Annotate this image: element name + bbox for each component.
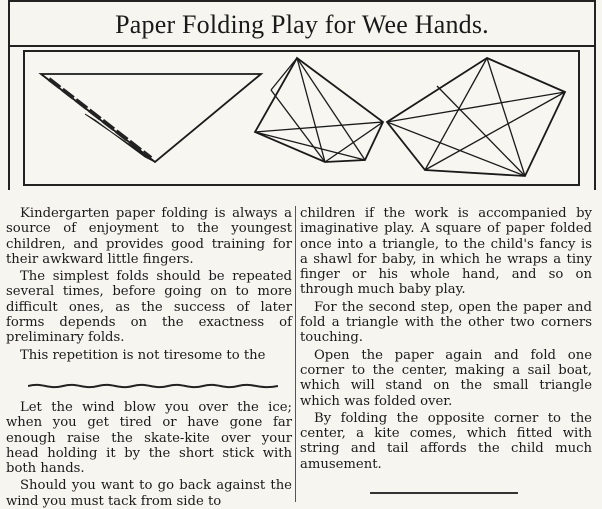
triangle-figure <box>41 74 261 162</box>
left-paragraph: Kindergarten paper folding is always a source of enjoyment to the youngest children, and provides good training for their awkward little fingers. <box>6 206 292 267</box>
kite-figure <box>387 58 565 176</box>
frame-top-border <box>8 0 596 2</box>
left-lower-paragraph: Should you want to go back against the wind you must tack from side to <box>6 478 292 509</box>
illustration-panel <box>23 50 580 186</box>
sailboat-figure <box>255 58 383 162</box>
end-rule <box>370 492 518 494</box>
right-column <box>300 206 592 472</box>
right-paragraph: By folding the opposite corner to the center, a kite comes, which fitted with string and tail affords the child much amusement. <box>300 410 592 472</box>
title-rule <box>8 45 596 47</box>
right-paragraph: For the second step, open the paper and fold a triangle with the other two corners touching. <box>300 299 592 346</box>
folding-figures <box>25 52 578 184</box>
left-column <box>6 206 292 363</box>
left-lower-paragraph: Let the wind blow you over the ice; when you get tired or have gone far enough raise the skate-kite over your head holding it by the short stick with both hands. <box>6 400 292 477</box>
left-paragraph: This repetition is not tiresome to the <box>20 347 266 363</box>
left-lower-column <box>6 400 292 509</box>
left-paragraph: The simplest folds should be repeated several times, before going on to more difficult ones, as the success of later forms depends on the exactness of preliminary folds. <box>6 269 292 346</box>
column-divider <box>295 206 296 502</box>
frame-right-border <box>594 0 596 190</box>
headline: Paper Folding Play for Wee Hands. <box>115 10 489 39</box>
right-paragraph: Open the paper again and fold one corner to the center, making a sail boat, which will stand on the small triangle which was folded over. <box>300 347 592 409</box>
section-divider-wavy <box>28 382 278 390</box>
right-paragraph: children if the work is accompanied by imaginative play. A square of paper folded once into a triangle, to the child's fancy is a shawl for baby, in which he wraps a tiny finger or his whole hand, and so on through much baby play. <box>300 206 592 298</box>
